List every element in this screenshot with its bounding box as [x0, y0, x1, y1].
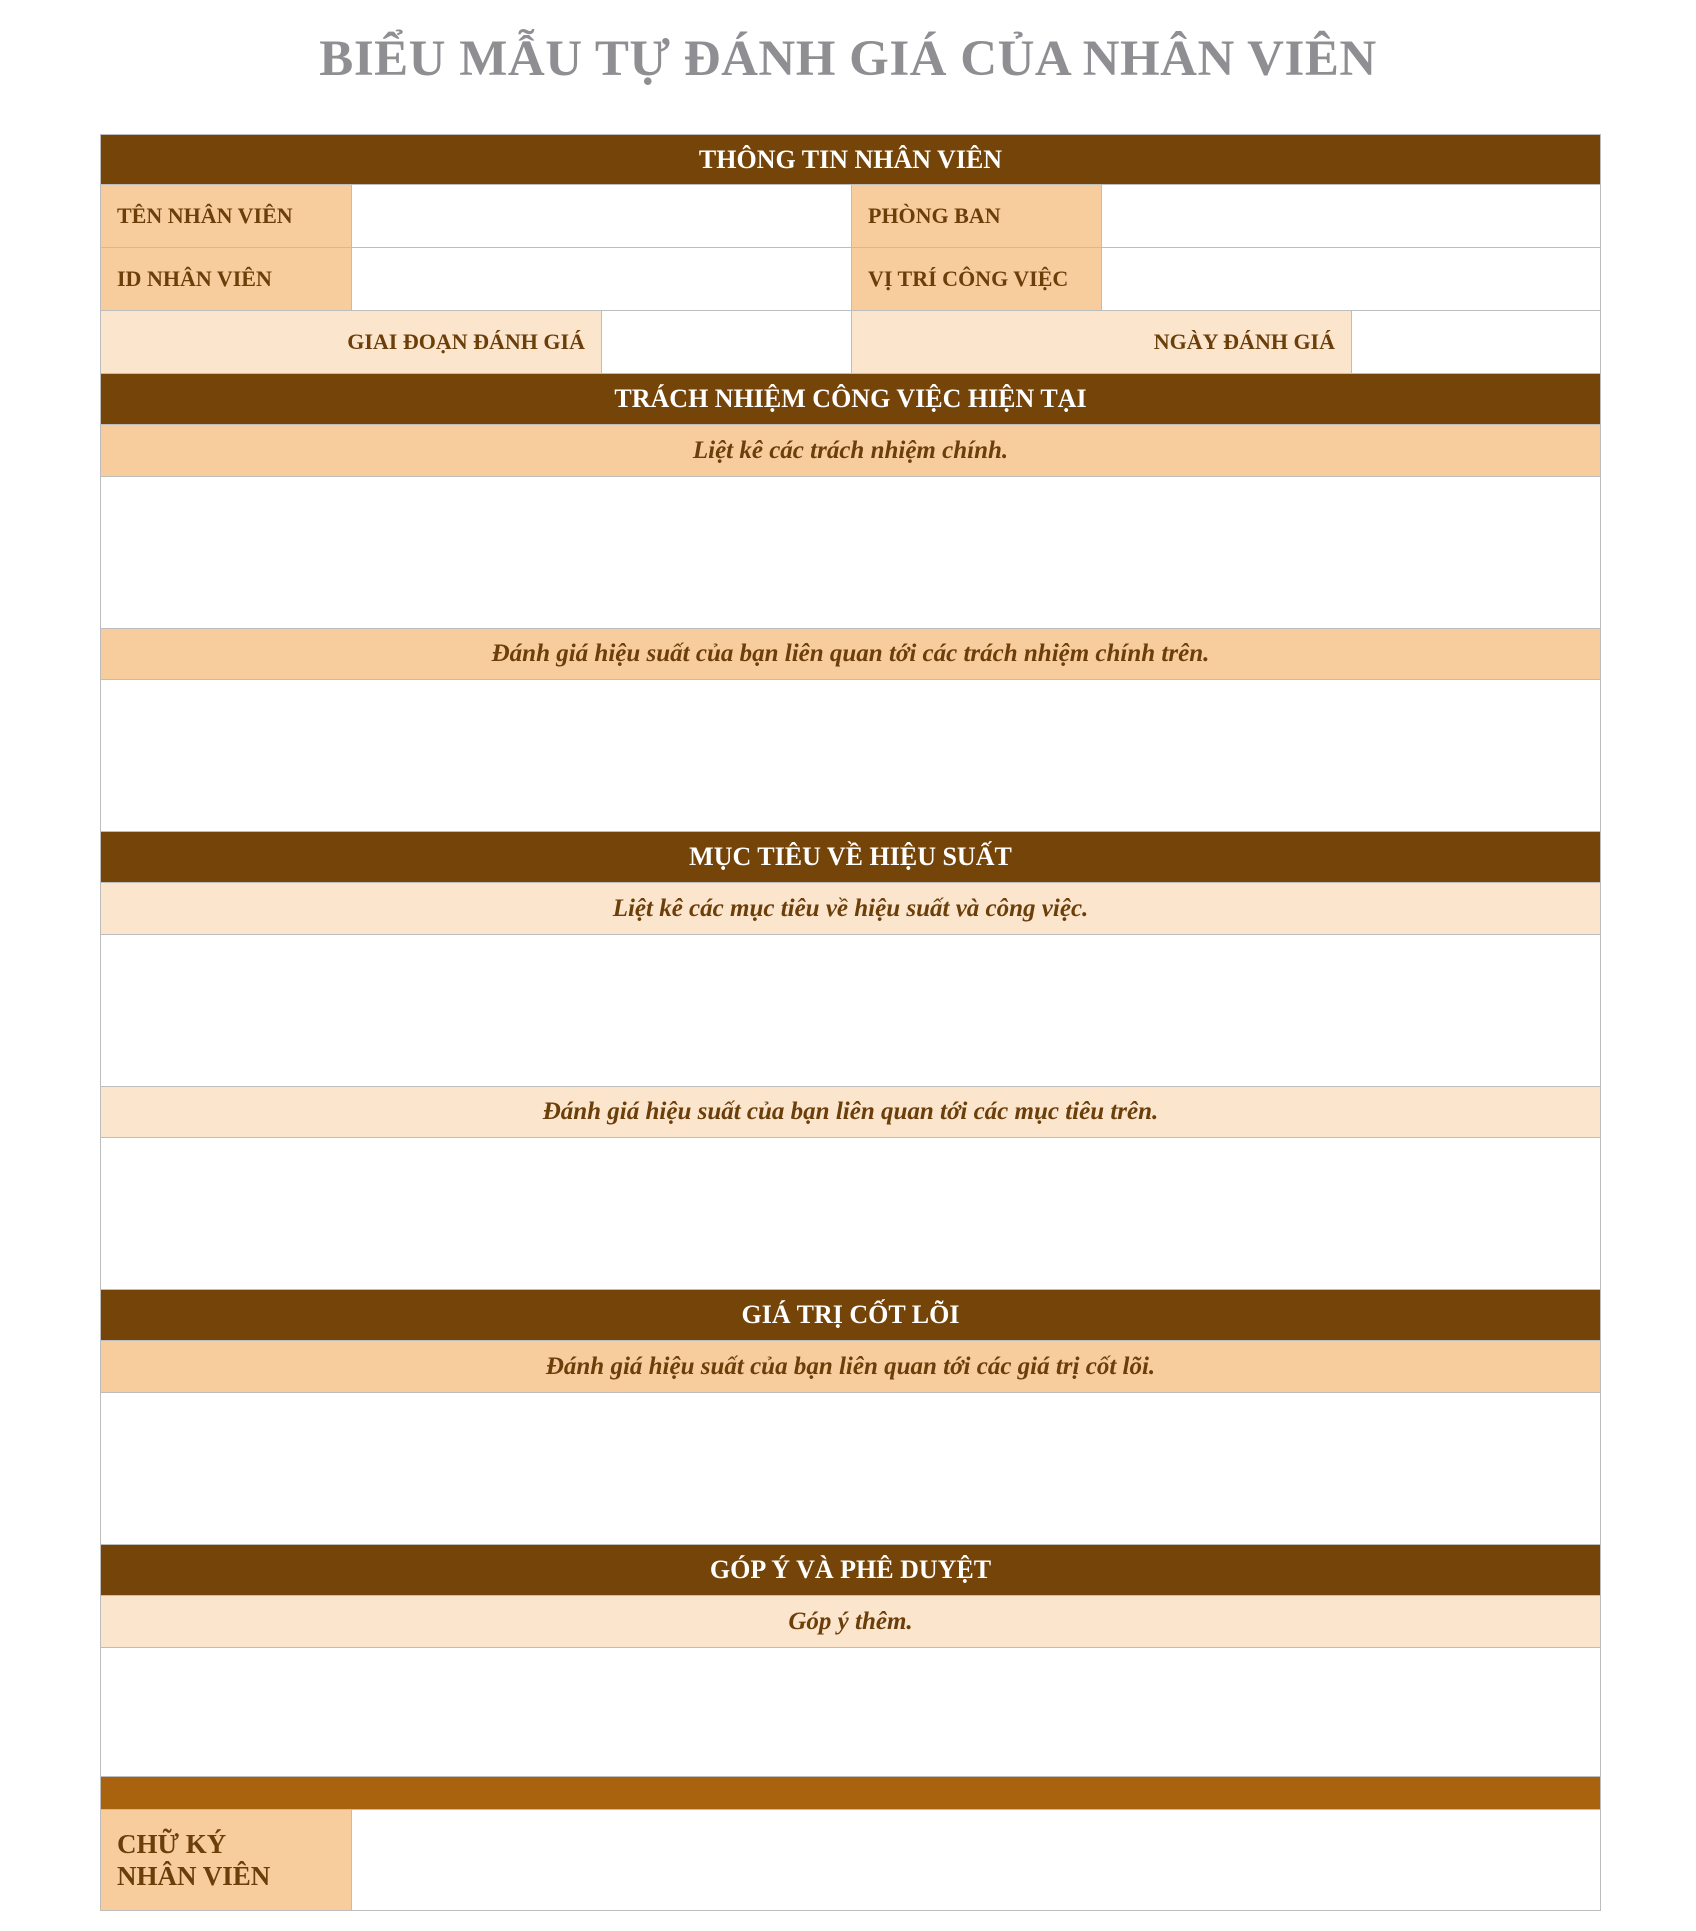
goals-rating-prompt: Đánh giá hiệu suất của bạn liên quan tới các mục tiêu trên.: [100, 1087, 1601, 1138]
responsibilities-header: TRÁCH NHIỆM CÔNG VIỆC HIỆN TẠI: [100, 374, 1601, 425]
review-date-label: NGÀY ĐÁNH GIÁ: [852, 311, 1352, 373]
goals-list-prompt: Liệt kê các mục tiêu về hiệu suất và công việc.: [100, 883, 1601, 935]
review-date-field[interactable]: [1352, 311, 1601, 373]
employee-info-header: THÔNG TIN NHÂN VIÊN: [100, 134, 1601, 185]
responsibilities-list-prompt: Liệt kê các trách nhiệm chính.: [100, 425, 1601, 477]
responsibilities-rating-field[interactable]: [100, 680, 1601, 832]
employee-signature-field[interactable]: [352, 1810, 1601, 1910]
additional-feedback-prompt: Góp ý thêm.: [100, 1596, 1601, 1648]
signature-label-line-1: CHỮ KÝ: [117, 1829, 227, 1859]
goals-list-field[interactable]: [100, 935, 1601, 1087]
employee-info-row-3: [100, 311, 1601, 374]
employee-name-field[interactable]: [352, 185, 852, 247]
self-evaluation-form: [100, 134, 1601, 1911]
review-period-label: GIAI ĐOẠN ĐÁNH GIÁ: [101, 311, 602, 373]
responsibilities-rating-prompt: Đánh giá hiệu suất của bạn liên quan tới các trách nhiệm chính trên.: [100, 629, 1601, 680]
employee-info-row-2: [100, 248, 1601, 311]
employee-info-row-1: [100, 185, 1601, 248]
responsibilities-list-field[interactable]: [100, 477, 1601, 629]
feedback-approval-header: GÓP Ý VÀ PHÊ DUYỆT: [100, 1545, 1601, 1596]
performance-goals-header: MỤC TIÊU VỀ HIỆU SUẤT: [100, 832, 1601, 883]
review-period-field[interactable]: [602, 311, 852, 373]
core-values-rating-field[interactable]: [100, 1393, 1601, 1545]
employee-id-field[interactable]: [352, 248, 852, 310]
signature-divider-band: [100, 1777, 1601, 1810]
additional-feedback-field[interactable]: [100, 1648, 1601, 1777]
goals-rating-field[interactable]: [100, 1138, 1601, 1290]
core-values-header: GIÁ TRỊ CỐT LÕI: [100, 1290, 1601, 1341]
employee-id-label: ID NHÂN VIÊN: [101, 248, 352, 310]
signature-label-line-2: NHÂN VIÊN: [117, 1861, 271, 1891]
employee-signature-label: [101, 1810, 352, 1910]
page-title: BIỂU MẪU TỰ ĐÁNH GIÁ CỦA NHÂN VIÊN: [319, 31, 1377, 87]
department-label: PHÒNG BAN: [852, 185, 1102, 247]
core-values-rating-prompt: Đánh giá hiệu suất của bạn liên quan tới các giá trị cốt lõi.: [100, 1341, 1601, 1393]
signature-row: [100, 1810, 1601, 1911]
employee-name-label: TÊN NHÂN VIÊN: [101, 185, 352, 247]
job-position-field[interactable]: [1102, 248, 1601, 310]
job-position-label: VỊ TRÍ CÔNG VIỆC: [852, 248, 1102, 310]
department-field[interactable]: [1102, 185, 1601, 247]
